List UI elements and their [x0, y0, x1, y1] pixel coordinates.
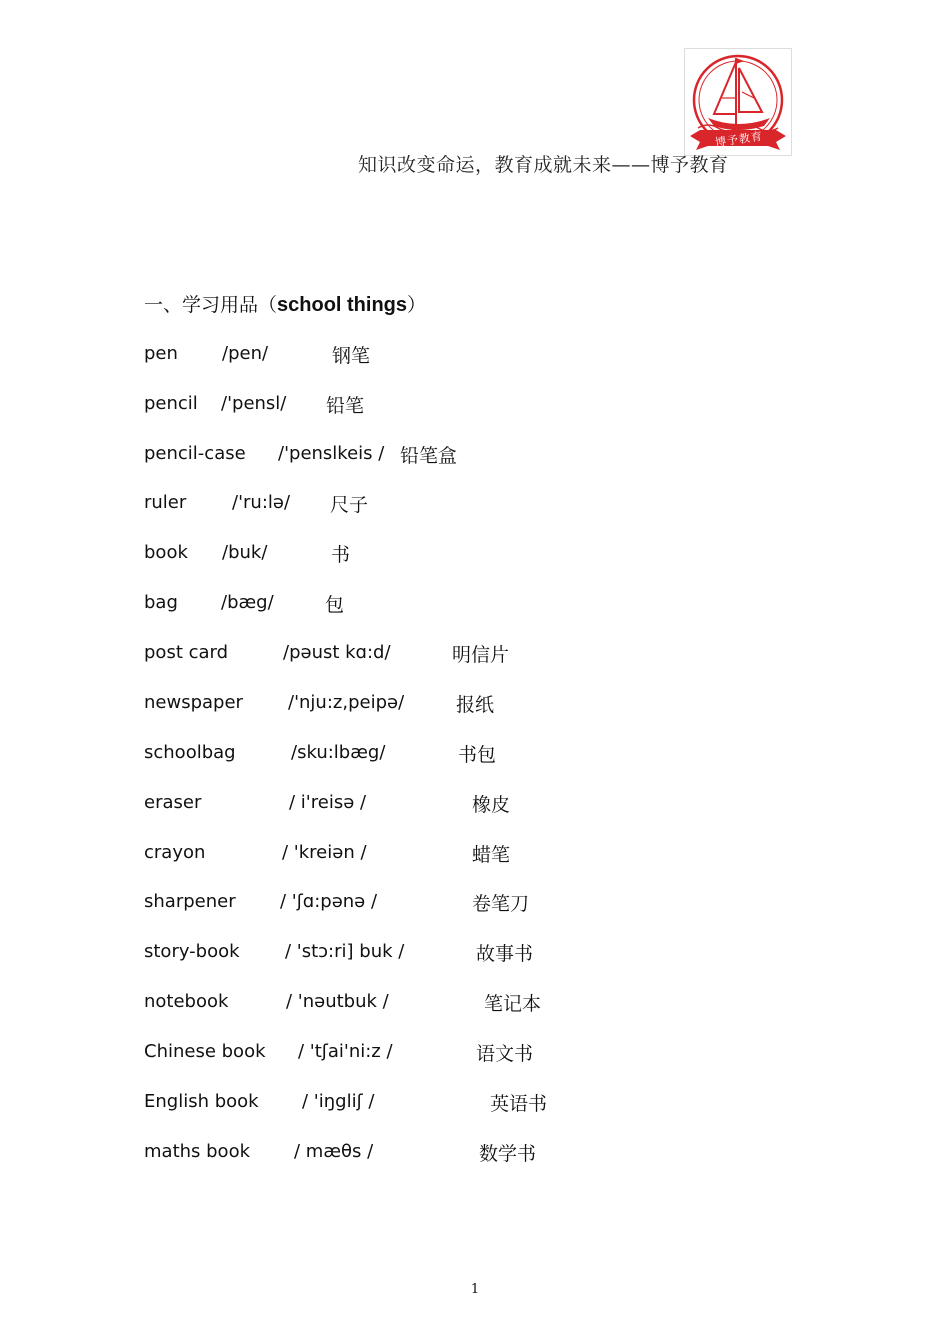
english-word: sharpener [144, 891, 236, 912]
chinese-meaning: 卷笔刀 [472, 893, 530, 915]
english-word: book [144, 542, 188, 563]
chinese-meaning: 书包 [458, 744, 497, 766]
english-word: English book [144, 1091, 259, 1112]
section-title-prefix: 一、学习用品（ [144, 294, 278, 316]
chinese-meaning: 铅笔 [326, 395, 365, 417]
english-word: crayon [144, 842, 206, 863]
chinese-meaning: 数学书 [479, 1143, 537, 1165]
logo-text: 博予教育 [714, 129, 764, 150]
phonetic: /pəust kɑ:d/ [283, 642, 391, 663]
english-word: pencil [144, 393, 198, 414]
phonetic: /'pensl/ [221, 393, 287, 414]
english-word: pencil-case [144, 443, 246, 464]
chinese-meaning: 尺子 [330, 494, 369, 516]
chinese-meaning: 明信片 [452, 644, 510, 666]
chinese-meaning: 橡皮 [472, 794, 511, 816]
english-word: story-book [144, 941, 240, 962]
page-number: 1 [470, 1282, 480, 1297]
english-word: eraser [144, 792, 202, 813]
boyu-logo [684, 48, 792, 156]
english-word: ruler [144, 492, 187, 513]
english-word: notebook [144, 991, 229, 1012]
phonetic: / 'kreiən / [282, 842, 367, 863]
phonetic: / i'reisə / [289, 792, 367, 813]
chinese-meaning: 钢笔 [332, 345, 371, 367]
english-word: bag [144, 592, 178, 613]
phonetic: /buk/ [222, 542, 268, 563]
phonetic: /bæg/ [221, 592, 274, 613]
chinese-meaning: 包 [325, 594, 345, 616]
phonetic: / mæθs / [294, 1141, 374, 1162]
header-slogan: 知识改变命运，教育成就未来——博予教育 [358, 154, 729, 176]
phonetic: / 'iŋgliʃ / [302, 1091, 375, 1112]
english-word: pen [144, 343, 178, 364]
section-title-suffix: ） [407, 294, 427, 316]
english-word: newspaper [144, 692, 243, 713]
phonetic: /pen/ [222, 343, 269, 364]
chinese-meaning: 故事书 [476, 943, 534, 965]
phonetic: / 'nəutbuk / [286, 991, 389, 1012]
chinese-meaning: 报纸 [456, 694, 495, 716]
chinese-meaning: 语文书 [476, 1043, 534, 1065]
phonetic: /'penslkeis / [278, 443, 385, 464]
english-word: schoolbag [144, 742, 236, 763]
chinese-meaning: 铅笔盒 [400, 445, 458, 467]
english-word: post card [144, 642, 229, 663]
phonetic: / 'tʃai'ni:z / [298, 1041, 393, 1062]
chinese-meaning: 书 [331, 544, 351, 566]
chinese-meaning: 蜡笔 [472, 844, 511, 866]
section-title [144, 290, 426, 317]
phonetic: / 'stɔ:ri] buk / [285, 941, 405, 962]
section-title-english: school things [277, 294, 408, 316]
english-word: maths book [144, 1141, 251, 1162]
english-word: Chinese book [144, 1041, 266, 1062]
phonetic: / 'ʃɑ:pənə / [280, 891, 378, 912]
chinese-meaning: 英语书 [490, 1093, 548, 1115]
phonetic: /sku:lbæg/ [291, 742, 386, 763]
chinese-meaning: 笔记本 [484, 993, 542, 1015]
phonetic: /'ru:lə/ [232, 492, 291, 513]
phonetic: /'nju:z,peipə/ [288, 692, 405, 713]
